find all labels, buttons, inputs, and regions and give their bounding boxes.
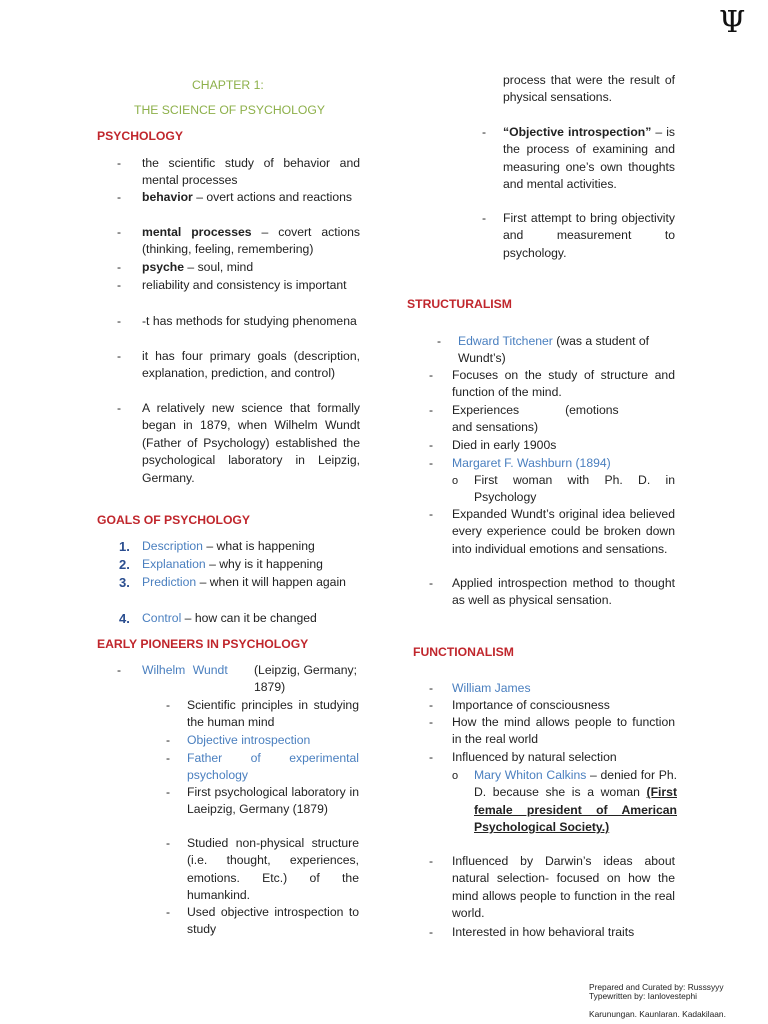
goal-item: Explanation – why is it happening (142, 557, 323, 571)
bullet-dash: - (429, 698, 434, 712)
chapter-title: THE SCIENCE OF PSYCHOLOGY (134, 103, 325, 117)
bullet-dash: - (117, 401, 122, 415)
sub-bullet-dash: - (166, 785, 171, 799)
list-item: Interested in how behavioral traits (452, 925, 635, 939)
bullet-dash: - (429, 576, 434, 590)
bullet-dash: - (117, 260, 122, 274)
bullet-dash: - (117, 156, 122, 170)
goal-number: 4. (119, 611, 130, 626)
bullet-dash: - (429, 403, 434, 417)
goal-item: Description – what is happening (142, 539, 315, 553)
list-item: Experiences (emotions and sensations) (452, 403, 619, 435)
wundt-detail-text: (Leipzig, Germany; 1879) (254, 663, 357, 695)
section-heading-pioneers: EARLY PIONEERS IN PSYCHOLOGY (97, 637, 309, 651)
circle-bullet-icon: o (452, 475, 459, 487)
titchener-item: Edward Titchener (was a student of Wundt’s) (458, 334, 650, 366)
bullet-dash: - (117, 190, 122, 204)
bullet-dash: - (482, 125, 487, 139)
sub-item: Scientific principles in studying the human mind (187, 698, 359, 730)
sub-bullet-dash: - (166, 733, 171, 747)
circle-bullet-icon: o (452, 770, 459, 782)
sub-bullet-dash: - (166, 751, 171, 765)
footer-typed: Typewritten by: Ianlovestephi (589, 991, 698, 1001)
goal-number: 2. (119, 557, 130, 572)
bullet-dash: - (429, 456, 434, 470)
calkins-item: Mary Whiton Calkins – denied for Ph. D. because she is a woman (First female president of American Psychological Society.) (474, 768, 678, 835)
sub-item: Father of experimental psychology (187, 751, 359, 783)
bullet-dash: - (117, 225, 122, 239)
list-item: Influenced by Darwin’s ideas about natural selection- focused on how the mind allows people to function in the real world. (452, 854, 675, 921)
bullet-dash: - (429, 715, 434, 729)
sub-bullet-dash: - (166, 905, 171, 919)
section-heading-goals: GOALS OF PSYCHOLOGY (97, 513, 251, 527)
bullet-dash: - (429, 681, 434, 695)
sub-item: Objective introspection (187, 733, 311, 747)
bullet-dash: - (117, 278, 122, 292)
list-item: How the mind allows people to function in the real world (452, 715, 675, 747)
list-item: Importance of consciousness (452, 698, 610, 712)
footer-prepared: Prepared and Curated by: Russsyyy (589, 982, 724, 992)
james-item: William James (452, 681, 531, 695)
objective-introspection-item: “Objective introspection” – is the process of examining and measuring one’s own thoughts and mental activities. (503, 125, 675, 192)
goal-number: 1. (119, 539, 130, 554)
section-heading-psychology: PSYCHOLOGY (97, 129, 184, 143)
list-item: Focuses on the study of structure and function of the mind. (452, 368, 675, 400)
psi-logo-icon: Ψ (719, 5, 746, 40)
bullet-dash: - (117, 349, 122, 363)
goal-item: Control – how can it be changed (142, 611, 317, 625)
list-item: behavior – overt actions and reactions (142, 190, 353, 204)
bullet-dash: - (429, 750, 434, 764)
continued-text: process that were the result of physical sensations. (503, 73, 675, 105)
washburn-sub: First woman with Ph. D. in Psychology (474, 473, 675, 505)
list-item: psyche – soul, mind (142, 260, 254, 274)
list-item: mental processes – covert actions (thinking, feeling, remembering) (142, 225, 360, 257)
bullet-dash: - (482, 211, 487, 225)
first-attempt-item: First attempt to bring objectivity and measurement to psychology. (503, 211, 675, 260)
list-item: -t has methods for studying phenomena (142, 314, 357, 328)
list-item: Expanded Wundt’s original idea believed every experience could be broken down into individual emotions and sensations. (452, 507, 675, 556)
sub-bullet-dash: - (166, 698, 171, 712)
list-item: the scientific study of behavior and mental processes (142, 156, 360, 188)
bullet-dash: - (429, 507, 434, 521)
section-heading-structuralism: STRUCTURALISM (407, 297, 512, 311)
bullet-dash: - (429, 854, 434, 868)
sub-bullet-dash: - (166, 836, 171, 850)
list-item: it has four primary goals (description, explanation, prediction, and control) (142, 349, 360, 381)
bullet-dash: - (429, 368, 434, 382)
bullet-dash: - (429, 925, 434, 939)
washburn-item: Margaret F. Washburn (1894) (452, 456, 611, 470)
sub-item: Studied non-physical structure (i.e. thought, experiences, emotions. Etc.) of the humankind. (187, 836, 359, 903)
bullet-dash: - (437, 334, 442, 348)
list-item: Applied introspection method to thought as well as physical sensation. (452, 576, 675, 608)
list-item: reliability and consistency is important (142, 278, 347, 292)
goal-number: 3. (119, 575, 130, 590)
list-item: Influenced by natural selection (452, 750, 617, 764)
wundt-name: Wilhelm Wundt (142, 663, 228, 677)
list-item: Died in early 1900s (452, 438, 557, 452)
chapter-label: CHAPTER 1: (192, 78, 264, 92)
footer-motto: Karunungan. Kaunlaran. Kadakilaan. (589, 1009, 726, 1019)
bullet-dash: - (429, 438, 434, 452)
sub-item: First psychological laboratory in Laeipzig, Germany (1879) (187, 785, 359, 817)
bullet-dash: - (117, 314, 122, 328)
sub-item: Used objective introspection to study (187, 905, 359, 937)
goal-item: Prediction – when it will happen again (142, 575, 346, 589)
list-item: A relatively new science that formally began in 1879, when Wilhelm Wundt (Father of Psychology) established the psychological laboratory in Leipzig, Germany. (142, 401, 360, 485)
bullet-dash: - (117, 663, 122, 677)
section-heading-functionalism: FUNCTIONALISM (413, 645, 514, 659)
